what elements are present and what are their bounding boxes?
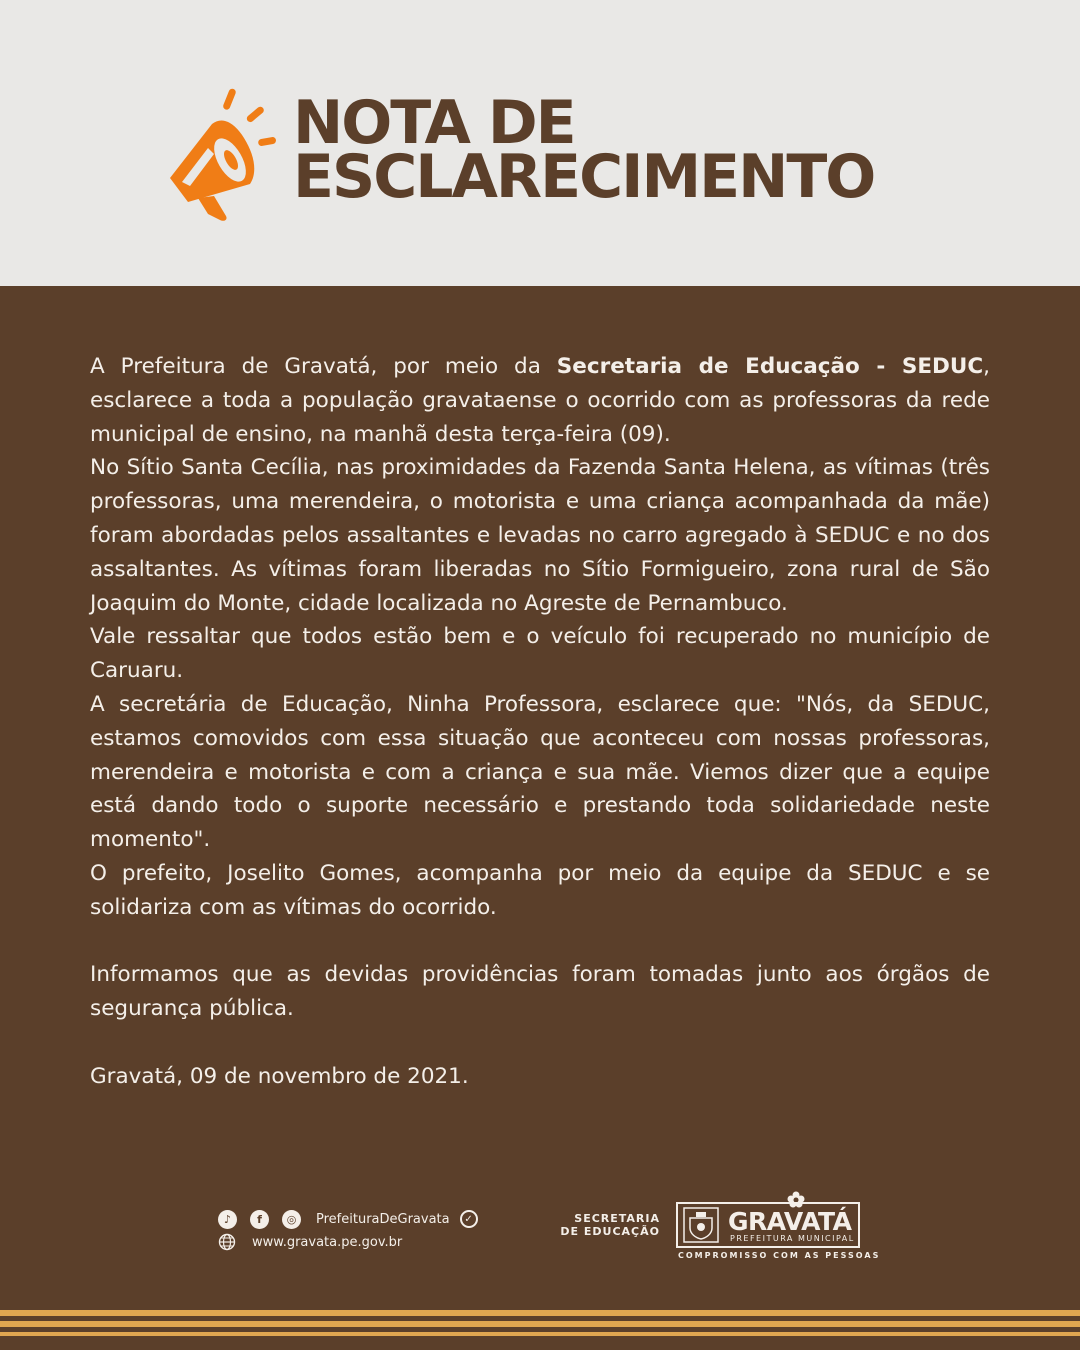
header-banner (0, 0, 1080, 286)
statement-text (90, 350, 990, 1094)
megaphone-icon (160, 82, 290, 222)
page-title (293, 88, 875, 212)
bottom-stripes (0, 1306, 1080, 1350)
secretaria-label (560, 1212, 660, 1238)
paragraph-3: Vale ressaltar que todos estão bem e o veículo foi recuperado no município de Caruaru. (90, 624, 990, 684)
secretaria-line-2: DE EDUCAÇÃO (560, 1225, 660, 1238)
stripe-top (0, 1310, 1080, 1316)
title-line-1: NOTA DE (293, 88, 575, 158)
logo-name: GRAVATÁ (728, 1207, 852, 1236)
social-footer (218, 1208, 478, 1251)
social-row (218, 1208, 478, 1230)
secretaria-line-1: SECRETARIA (574, 1212, 660, 1225)
title-line-2: ESCLARECIMENTO (293, 142, 875, 212)
tiktok-icon[interactable]: ♪ (218, 1210, 237, 1229)
social-handle[interactable]: PrefeituraDeGravata (316, 1211, 450, 1227)
date-line: Gravatá, 09 de novembro de 2021. (90, 1063, 469, 1089)
paragraph-4: A secretária de Educação, Ninha Professora, esclarece que: "Nós, da SEDUC, estamos comovidos com essa situação que aconteceu com nossas professoras, merendeira e motorista e com a criança e sua mãe. Viemos dizer que a equipe está dando todo o suporte necessário e prestando toda solidariedade neste momento". (90, 691, 990, 853)
gravata-logo (676, 1190, 881, 1262)
logo-tagline: COMPROMISSO COM AS PESSOAS (678, 1251, 881, 1260)
paragraph-2: No Sítio Santa Cecília, nas proximidades da Fazenda Santa Helena, as vítimas (três professoras, uma merendeira, o motorista e uma criança acompanhada da mãe) foram abordadas pelos assaltantes e levadas no carro agregado à SEDUC e no dos assaltantes. As vítimas foram liberadas no Sítio Formigueiro, zona rural de São Joaquim do Monte, cidade localizada no Agreste de Pernambuco. (90, 455, 990, 616)
spacer (90, 925, 990, 959)
verified-icon: ✓ (460, 1210, 478, 1228)
website-link[interactable]: www.gravata.pe.gov.br (252, 1234, 403, 1250)
seduc-name: Secretaria de Educação - SEDUC (556, 354, 984, 379)
paragraph-1-rest: , esclarece a toda a população gravataense o ocorrido com as professoras da rede municipal de ensino, na manhã desta terça-feira (09). (90, 354, 990, 447)
paragraph-1 (90, 350, 990, 451)
stripe-middle (0, 1321, 1080, 1327)
instagram-icon[interactable]: ◎ (282, 1210, 301, 1229)
stripe-bottom (0, 1332, 1080, 1336)
paragraph-5: O prefeito, Joselito Gomes, acompanha por meio da equipe da SEDUC e se solidariza com as vítimas do ocorrido. (90, 860, 990, 920)
website-row (218, 1233, 478, 1251)
logo-subtitle: PREFEITURA MUNICIPAL (730, 1234, 855, 1243)
facebook-icon[interactable]: f (250, 1210, 269, 1229)
spacer (90, 1026, 990, 1060)
paragraph-6: Informamos que as devidas providências foram tomadas junto aos órgãos de segurança pública. (90, 962, 990, 1022)
crest-icon (682, 1206, 720, 1244)
paragraph-1-intro: A Prefeitura de Gravatá, por meio da (90, 354, 557, 379)
globe-icon (218, 1233, 236, 1251)
